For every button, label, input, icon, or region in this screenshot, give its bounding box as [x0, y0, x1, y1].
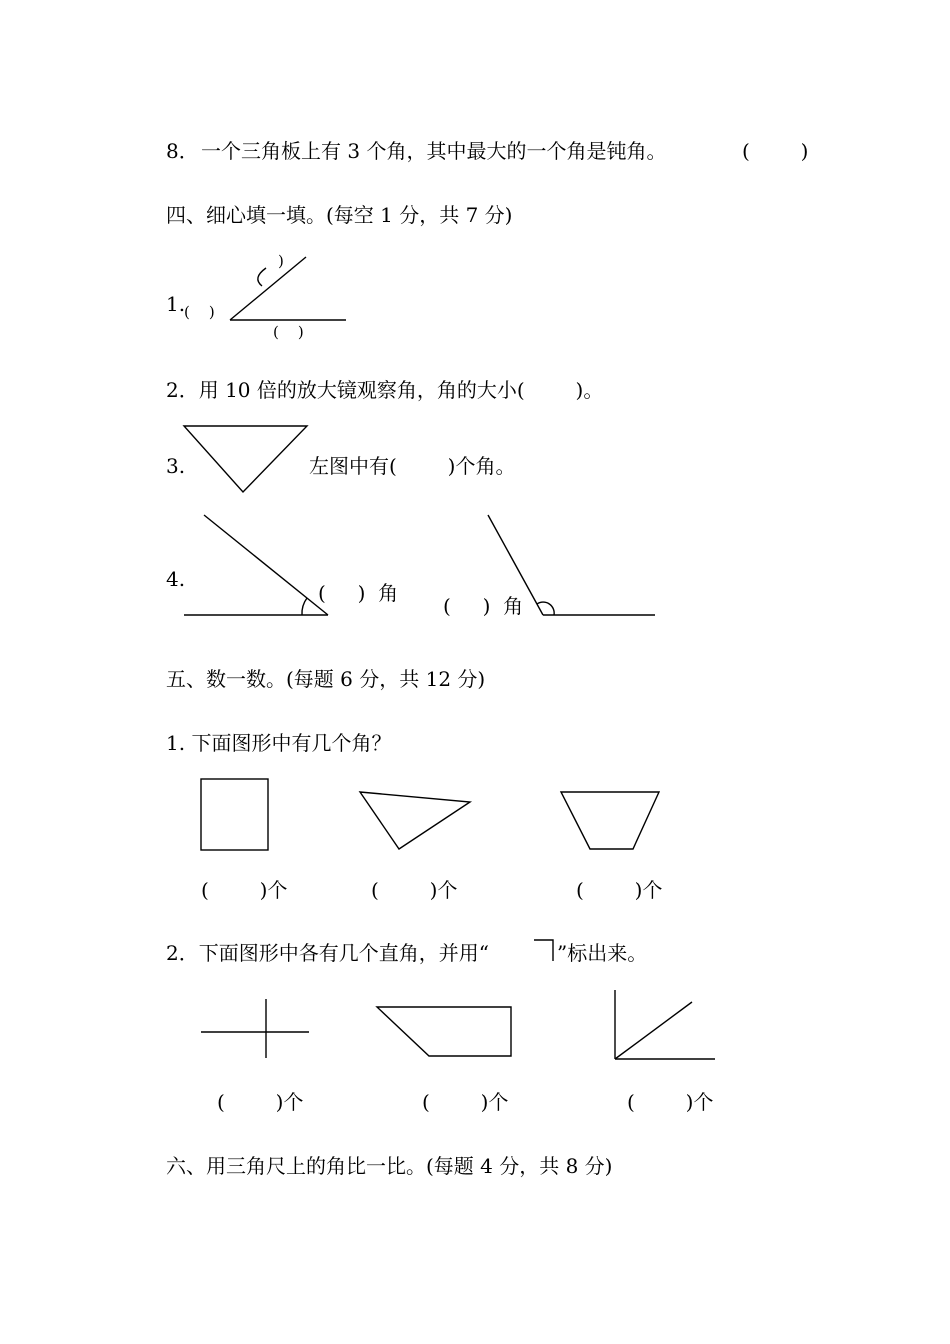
s4-item1-blank-bottom[interactable]: ( ): [273, 323, 304, 341]
s5-q1-trapezoid: [561, 792, 659, 849]
s4-item1-blank-left[interactable]: ( ): [184, 303, 215, 321]
s4-item4-label-a[interactable]: ( ) 角: [318, 581, 399, 605]
s4-item1-number: 1.: [166, 292, 186, 316]
s5-q1-square: [201, 779, 268, 850]
q8-answer-blank[interactable]: ( ): [742, 139, 809, 163]
section6-title: 六、用三角尺上的角比一比。(每题 4 分，共 8 分): [166, 1154, 613, 1178]
q8-number: 8．: [166, 139, 199, 163]
item4-acute-angle: [184, 515, 328, 615]
s5-q2-text-before: 2．下面图形中各有几个直角，并用“: [166, 941, 489, 965]
s5-q2-answer-1[interactable]: ( )个: [217, 1090, 304, 1114]
s5-q1-text: 1. 下面图形中有几个角？: [166, 731, 392, 755]
s5-q2-answer-3[interactable]: ( )个: [627, 1090, 714, 1114]
item4-obtuse-arc: [537, 602, 554, 615]
s5-q1-triangle: [360, 792, 470, 849]
s4-item2-text: 2．用 10 倍的放大镜观察角，角的大小( )。: [166, 378, 604, 402]
s5-q2-answer-2[interactable]: ( )个: [422, 1090, 509, 1114]
s4-item3-number: 3.: [166, 454, 186, 478]
section5-title: 五、数一数。(每题 6 分，共 12 分): [166, 667, 486, 691]
item1-arc-mark: [258, 268, 266, 286]
item3-triangle: [184, 426, 307, 492]
item4-acute-arc: [302, 598, 307, 615]
item1-angle-figure: [230, 257, 346, 320]
s5-q2-cross: [201, 999, 309, 1058]
s5-q1-answer-2[interactable]: ( )个: [371, 878, 458, 902]
s4-item4-label-b[interactable]: ( ) 角: [443, 594, 524, 618]
s4-item3-text: 左图中有( )个角。: [309, 454, 516, 478]
s5-q2-trapezoid: [377, 1007, 511, 1056]
s5-q1-answer-3[interactable]: ( )个: [576, 878, 663, 902]
s4-item1-blank-top[interactable]: ): [278, 252, 284, 270]
right-angle-symbol-icon: [534, 940, 553, 961]
s5-q2-text-after: ”标出来。: [557, 941, 648, 965]
q8-text: 一个三角板上有 3 个角，其中最大的一个角是钝角。: [201, 139, 667, 163]
s5-q1-answer-1[interactable]: ( )个: [201, 878, 288, 902]
section4-title: 四、细心填一填。(每空 1 分，共 7 分): [166, 203, 513, 227]
s5-q2-angle-with-ray: [615, 990, 715, 1059]
s4-item4-number: 4.: [166, 567, 186, 591]
